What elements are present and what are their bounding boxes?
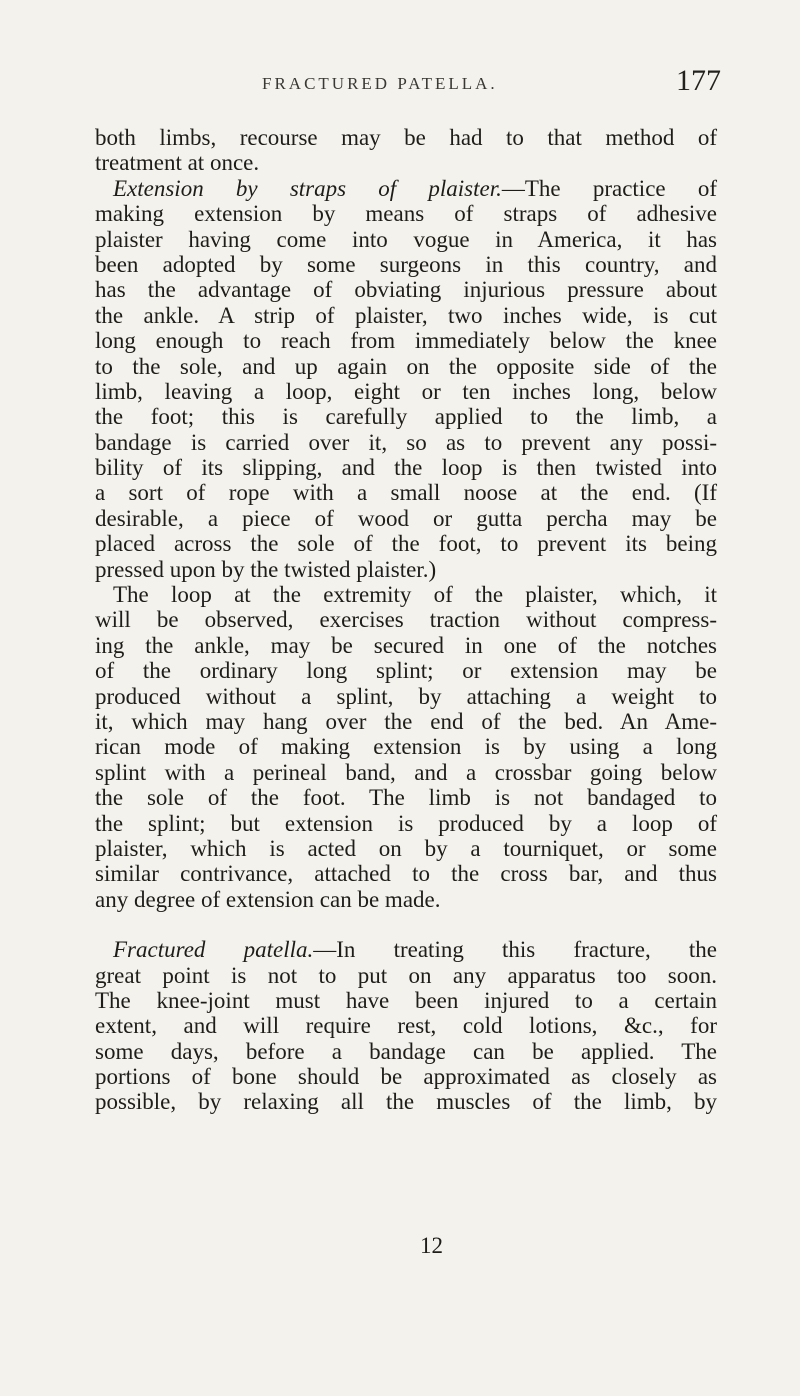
text-line: will be observed, exercises traction without compress-: [95, 607, 717, 633]
running-head: FRACTURED PATELLA.: [262, 74, 498, 93]
text-line: both limbs, recourse may be had to that method of: [95, 125, 717, 150]
text-line: similar contrivance, attached to the cross bar, and thus: [95, 861, 717, 887]
text-line: a sort of rope with a small noose at the end. (If: [95, 480, 717, 506]
text-line: bandage is carried over it, so as to prevent any possi-: [95, 429, 717, 455]
text-line: great point is not to put on any apparatus too soon.: [95, 962, 717, 988]
text-line: some days, before a bandage can be applied. The: [95, 1038, 717, 1064]
text-line: portions of bone should be approximated as closely as: [95, 1064, 717, 1090]
text-line: limb, leaving a loop, eight or ten inches long, below: [95, 378, 717, 404]
text-line: rican mode of making extension is by using a long: [95, 734, 717, 760]
text-line: The knee-joint must have been injured to a certain: [95, 987, 717, 1013]
signature-mark: 12: [420, 1233, 443, 1258]
text-line: bility of its slipping, and the loop is then twisted into: [95, 455, 717, 481]
text-line: splint with a perineal band, and a crossbar going below: [95, 759, 717, 785]
text-line: the foot; this is carefully applied to the limb, a: [95, 404, 717, 430]
paragraph-start-line: The loop at the extremity of the plaister, which, it: [113, 582, 717, 608]
text-line: the ankle. A strip of plaister, two inches wide, is cut: [95, 302, 717, 328]
text-line: pressed upon by the twisted plaister.): [95, 556, 437, 582]
text-run: —In treating this fracture, the: [313, 937, 717, 963]
text-line: making extension by means of straps of adhesive: [95, 201, 717, 227]
text-line: produced without a splint, by attaching a weight to: [95, 683, 717, 709]
text-line: the sole of the foot. The limb is not bandaged to: [95, 785, 717, 811]
page-number: 177: [676, 64, 721, 97]
text-line: plaister having come into vogue in America, it has: [95, 226, 717, 252]
text-line: to the sole, and up again on the opposite side of the: [95, 353, 717, 379]
section-heading: Extension by straps of plaister.: [113, 175, 502, 201]
page-header: [0, 64, 800, 104]
text-line: of the ordinary long splint; or extension may be: [95, 658, 717, 684]
text-line: it, which may hang over the end of the bed. An Ame-: [95, 708, 717, 734]
text-line: long enough to reach from immediately below the knee: [95, 328, 717, 354]
text-line: plaister, which is acted on by a tourniquet, or some: [95, 835, 717, 861]
body-text: [95, 125, 717, 1115]
text-line: the splint; but extension is produced by a loop of: [95, 810, 717, 836]
text-line: treatment at once.: [95, 150, 260, 176]
text-line: possible, by relaxing all the muscles of the limb, by: [95, 1089, 717, 1115]
paragraph-start-line: [95, 176, 717, 201]
section-heading: Fractured patella.: [113, 937, 314, 963]
text-line: been adopted by some surgeons in this country, and: [95, 251, 717, 277]
text-line: ing the ankle, may be secured in one of the notches: [95, 632, 717, 658]
text-line: desirable, a piece of wood or gutta percha may be: [95, 505, 717, 531]
text-line: any degree of extension can be made.: [95, 886, 441, 912]
paragraph-start-line: [95, 937, 717, 962]
paragraph-gap: [95, 912, 717, 937]
text-line: extent, and will require rest, cold lotions, &c., for: [95, 1013, 717, 1039]
text-line: placed across the sole of the foot, to prevent its being: [95, 531, 717, 557]
text-line: has the advantage of obviating injurious pressure about: [95, 277, 717, 303]
text-run: —The practice of: [501, 175, 717, 201]
